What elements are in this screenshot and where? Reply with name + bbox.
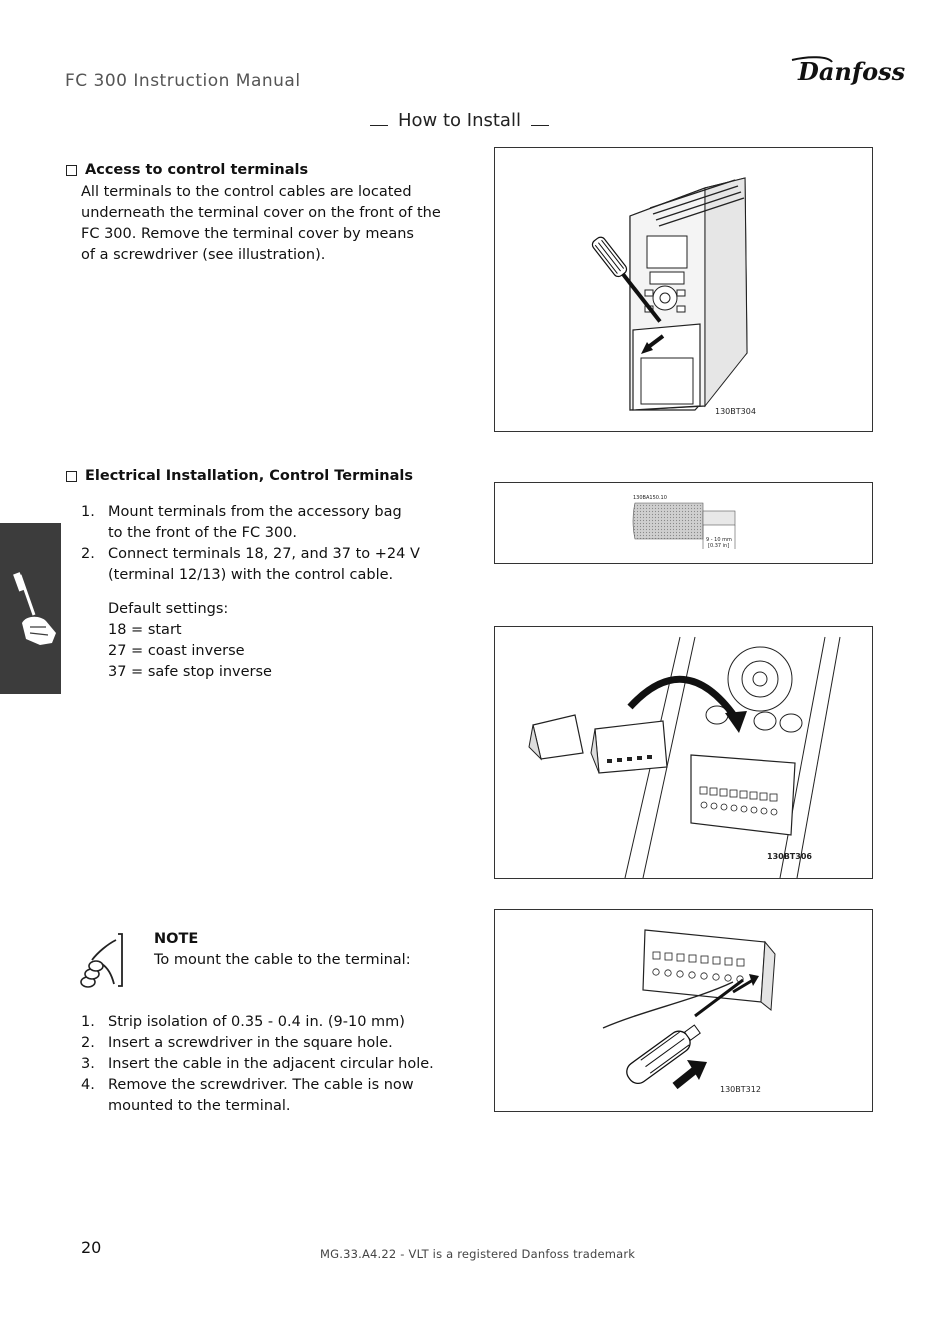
screwdriver-hand-icon bbox=[0, 523, 61, 694]
manual-title: FC 300 Instruction Manual bbox=[65, 71, 301, 91]
figure-cable-mounting bbox=[494, 909, 873, 1112]
svg-text:Danfoss: Danfoss bbox=[798, 57, 906, 86]
list-item: 2. Insert a screwdriver in the square hole. bbox=[81, 1035, 393, 1051]
list-item: 1. Mount terminals from the accessory bag to the front of the FC 300. bbox=[81, 504, 402, 541]
list-item: 3. Insert the cable in the adjacent circular hole. bbox=[81, 1056, 434, 1072]
page-number: 20 bbox=[81, 1238, 102, 1257]
checkbox-square-icon bbox=[66, 471, 77, 482]
figure-terminal-cover bbox=[494, 147, 873, 432]
chapter-side-tab bbox=[0, 523, 61, 694]
list-item: 1. Strip isolation of 0.35 - 0.4 in. (9-10 mm) bbox=[81, 1014, 405, 1030]
figure-code-304: 130BT304 bbox=[715, 407, 756, 416]
electrical-steps bbox=[81, 502, 481, 586]
figure-code-306: 130BT306 bbox=[767, 852, 812, 861]
note-steps bbox=[81, 1012, 481, 1117]
note-text: To mount the cable to the terminal: bbox=[154, 952, 411, 968]
section-title bbox=[370, 110, 549, 131]
section-title-text: How to Install bbox=[398, 110, 521, 131]
note-title: NOTE bbox=[154, 931, 199, 947]
checkbox-square-icon bbox=[66, 165, 77, 176]
list-item: 2. Connect terminals 18, 27, and 37 to +24 V (terminal 12/13) with the control cable. bbox=[81, 546, 420, 583]
access-heading: Access to control terminals bbox=[66, 162, 308, 178]
svg-text:9 - 10 mm: 9 - 10 mm bbox=[706, 537, 732, 543]
danfoss-logo bbox=[788, 52, 906, 96]
figure-strip-length bbox=[494, 482, 873, 564]
access-body: All terminals to the control cables are located underneath the terminal cover on the front of the FC 300. Remove the terminal cover by means of a screwdriver (see illustration). bbox=[81, 184, 441, 263]
list-item: 4. Remove the screwdriver. The cable is now mounted to the terminal. bbox=[81, 1077, 414, 1114]
pointing-hand-icon bbox=[78, 930, 128, 998]
default-settings: Default settings: 18 = start 27 = coast inverse 37 = safe stop inverse bbox=[108, 601, 272, 680]
svg-text:130BA150.10: 130BA150.10 bbox=[633, 495, 667, 501]
note-block bbox=[154, 929, 411, 971]
figure-code-312: 130BT312 bbox=[720, 1085, 761, 1094]
footer-note: MG.33.A4.22 - VLT is a registered Danfoss trademark bbox=[320, 1247, 636, 1261]
svg-text:[0.37 in]: [0.37 in] bbox=[708, 543, 730, 549]
electrical-heading: Electrical Installation, Control Terminals bbox=[66, 468, 413, 484]
figure-mount-terminals bbox=[494, 626, 873, 879]
